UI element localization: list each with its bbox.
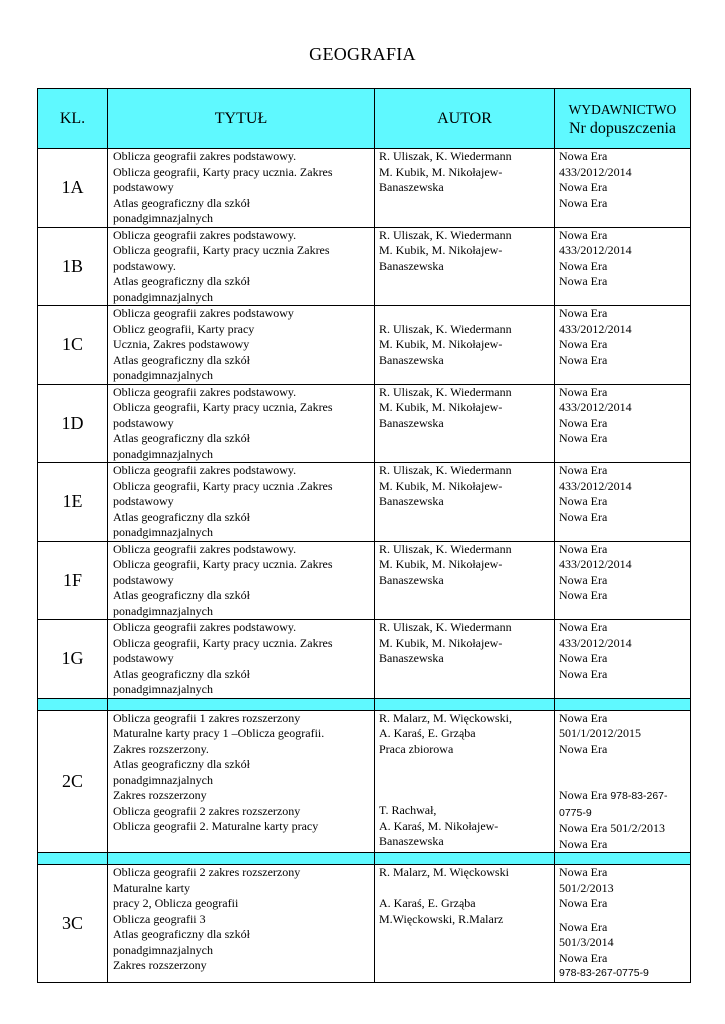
- author-cell: [375, 541, 555, 620]
- header-autor: AUTOR: [375, 89, 555, 149]
- author-cell: [375, 384, 555, 463]
- publisher-line: Nowa Era: [559, 431, 608, 445]
- title-line: podstawowy: [113, 572, 174, 587]
- author-line: M. Kubik, M. Nikołajew-: [379, 557, 503, 571]
- title-cell: [108, 710, 375, 853]
- author-cell: [375, 620, 555, 699]
- publisher-line: Nowa Era: [559, 180, 608, 194]
- separator-cell: [38, 698, 108, 710]
- publisher-cell: [555, 149, 691, 228]
- title-line: Atlas geograficzny dla szkół: [113, 927, 250, 941]
- title-line: Atlas geograficzny dla szkół: [113, 352, 250, 367]
- publisher-line: Nowa Era: [559, 149, 608, 163]
- header-nr-dopuszczenia-label: Nr dopuszczenia: [568, 119, 677, 137]
- author-cell: [375, 149, 555, 228]
- title-line: Oblicza geografii 2 zakres rozszerzony: [113, 803, 301, 818]
- title-line: Oblicza geografii zakres podstawowy.: [113, 541, 297, 556]
- publisher-text: Nowa Era 501/2/2013: [559, 821, 665, 835]
- author-line: R. Uliszak, K. Wiedermann: [379, 321, 512, 336]
- separator-cell: [555, 698, 691, 710]
- publisher-cell: [555, 227, 691, 306]
- publisher-line: Nowa Era: [559, 337, 608, 351]
- publisher-line: Nowa Era: [559, 572, 608, 587]
- publisher-line: 501/1/2012/2015: [559, 726, 642, 740]
- title-line: Atlas geograficzny dla szkół: [113, 666, 250, 681]
- author-line: M. Kubik, M. Nikołajew-: [379, 243, 503, 257]
- title-cell: [108, 306, 375, 385]
- author-line: R. Uliszak, K. Wiedermann: [379, 227, 512, 242]
- publisher-line: Nowa Era: [559, 541, 608, 556]
- publisher-line: Nowa Era: [559, 415, 608, 430]
- publisher-cell: [555, 865, 691, 983]
- isbn-text: 978-83-267-: [610, 790, 668, 802]
- author-line: A. Karaś, E. Grząba: [379, 726, 476, 740]
- class-cell: 1E: [38, 463, 108, 542]
- author-cell: [375, 306, 555, 385]
- title-line: Oblicza geografii, Karty pracy ucznia. Zakres: [113, 557, 333, 571]
- author-line: M. Kubik, M. Nikołajew-: [379, 164, 503, 179]
- separator-cell: [38, 853, 108, 865]
- isbn-text: 978-83-267-0775-9: [559, 967, 649, 979]
- author-cell: [375, 710, 555, 853]
- header-row: [38, 89, 691, 149]
- title-line: ponadgimnazjalnych: [113, 446, 213, 461]
- author-line: A. Karaś, M. Nikołajew-: [379, 818, 499, 833]
- title-line: Oblicza geografii zakres podstawowy.: [113, 620, 297, 634]
- title-line: Oblicza geografii 2. Maturalne karty pracy: [113, 819, 319, 833]
- title-line: Zakres rozszerzony: [113, 958, 207, 972]
- table-row: [38, 710, 691, 853]
- author-line: Banaszewska: [379, 494, 444, 508]
- author-line: [379, 306, 551, 322]
- table-row: [38, 306, 691, 385]
- publisher-line: Nowa Era: [559, 494, 608, 508]
- title-line: Oblicza geografii, Karty pracy ucznia. Zakres: [113, 635, 333, 650]
- title-line: Maturalne karty pracy 1 –Oblicza geografii.: [113, 726, 325, 740]
- title-line: Oblicza geografii zakres podstawowy.: [113, 384, 297, 399]
- publisher-line: 433/2012/2014: [559, 557, 632, 571]
- class-cell: 2C: [38, 710, 108, 853]
- title-line: Oblicza geografii, Karty pracy ucznia. Zakres: [113, 164, 333, 179]
- author-line: Banaszewska: [379, 572, 444, 587]
- publisher-line: Nowa Era: [559, 588, 608, 602]
- publisher-line: 433/2012/2014: [559, 243, 632, 257]
- publisher-line: Nowa Era: [559, 950, 608, 965]
- author-line: T. Rachwał,: [379, 803, 437, 817]
- publisher-line: 501/3/2014: [559, 935, 614, 949]
- title-line: Zakres rozszerzony.: [113, 741, 209, 756]
- author-line: A. Karaś, E. Grząba: [379, 896, 476, 910]
- title-line: Oblicza geografii, Karty pracy ucznia, Zakres: [113, 400, 333, 414]
- title-line: Oblicza geografii 2 zakres rozszerzony: [113, 865, 301, 879]
- title-cell: [108, 149, 375, 228]
- title-line: ponadgimnazjalnych: [113, 368, 213, 382]
- author-line: Banaszewska: [379, 415, 444, 430]
- publisher-line: Nowa Era: [559, 741, 608, 756]
- publisher-text: Nowa Era: [559, 836, 608, 851]
- title-line: Oblicza geografii 1 zakres rozszerzony: [113, 710, 301, 725]
- class-cell: 1C: [38, 306, 108, 385]
- separator-cell: [108, 853, 375, 865]
- title-line: Maturalne karty: [113, 880, 190, 895]
- publisher-line: 433/2012/2014: [559, 321, 632, 336]
- title-line: podstawowy: [113, 415, 174, 430]
- class-cell: 1A: [38, 149, 108, 228]
- author-line: M.Więckowski, R.Malarz: [379, 911, 504, 926]
- spacer: [379, 757, 551, 803]
- page-title: GEOGRAFIA: [309, 44, 416, 64]
- header-kl: KL.: [38, 89, 108, 149]
- title-line: Oblicza geografii, Karty pracy ucznia Zakres: [113, 243, 330, 257]
- publisher-line: Nowa Era: [559, 651, 608, 665]
- author-line: R. Malarz, M. Więckowski,: [379, 710, 512, 725]
- title-line: Oblicza geografii 3: [113, 911, 206, 926]
- author-line: M. Kubik, M. Nikołajew-: [379, 400, 503, 414]
- author-line: R. Uliszak, K. Wiedermann: [379, 463, 512, 477]
- class-cell: 1F: [38, 541, 108, 620]
- publisher-line: Nowa Era: [559, 227, 608, 242]
- title-cell: [108, 865, 375, 983]
- separator-row: [38, 698, 691, 710]
- textbook-table: [37, 88, 691, 983]
- title-line: ponadgimnazjalnych: [113, 772, 213, 787]
- publisher-cell: [555, 710, 691, 853]
- title-line: Zakres rozszerzony: [113, 788, 207, 802]
- author-line: R. Uliszak, K. Wiedermann: [379, 149, 512, 163]
- publisher-line: Nowa Era: [559, 352, 608, 367]
- publisher-text: Nowa Era: [559, 788, 611, 802]
- title-line: Atlas geograficzny dla szkół: [113, 588, 250, 602]
- class-cell: 1B: [38, 227, 108, 306]
- table-row: [38, 865, 691, 983]
- header-wydawnictwo: [555, 89, 691, 149]
- title-line: Oblicz geografii, Karty pracy: [113, 321, 255, 336]
- author-line: R. Uliszak, K. Wiedermann: [379, 541, 512, 556]
- table-row: [38, 384, 691, 463]
- publisher-line: Nowa Era: [559, 306, 608, 320]
- publisher-line: Nowa Era: [559, 896, 608, 910]
- title-line: ponadgimnazjalnych: [113, 603, 213, 618]
- publisher-cell: [555, 463, 691, 542]
- publisher-line: Nowa Era: [559, 195, 608, 210]
- separator-cell: [375, 853, 555, 865]
- author-line: R. Uliszak, K. Wiedermann: [379, 620, 512, 634]
- publisher-line: Nowa Era: [559, 258, 608, 273]
- publisher-cell: [555, 541, 691, 620]
- publisher-line: [559, 805, 687, 822]
- title-line: Atlas geograficzny dla szkół: [113, 509, 250, 524]
- publisher-line: Nowa Era: [559, 463, 608, 477]
- publisher-line: Nowa Era: [559, 666, 608, 681]
- title-line: ponadgimnazjalnych: [113, 289, 213, 304]
- title-line: ponadgimnazjalnych: [113, 525, 213, 539]
- title-line: ponadgimnazjalnych: [113, 682, 213, 696]
- author-cell: [375, 227, 555, 306]
- title-cell: [108, 227, 375, 306]
- table-row: [38, 541, 691, 620]
- title-cell: [108, 620, 375, 699]
- publisher-line: 433/2012/2014: [559, 400, 632, 414]
- title-line: Atlas geograficzny dla szkół: [113, 757, 250, 771]
- separator-row: [38, 853, 691, 865]
- table-row: [38, 227, 691, 306]
- publisher-line: 433/2012/2014: [559, 635, 632, 650]
- title-cell: [108, 384, 375, 463]
- publisher-line: [559, 837, 687, 853]
- author-line: M. Kubik, M. Nikołajew-: [379, 478, 503, 493]
- publisher-line: Nowa Era: [559, 919, 608, 934]
- title-line: Atlas geograficzny dla szkół: [113, 431, 250, 445]
- publisher-line: 501/2/2013: [559, 880, 614, 895]
- separator-cell: [375, 698, 555, 710]
- author-line: Banaszewska: [379, 258, 444, 273]
- table-row: [38, 620, 691, 699]
- author-line: Banaszewska: [379, 180, 444, 194]
- author-line: M. Kubik, M. Nikołajew-: [379, 635, 503, 650]
- table-row: [38, 463, 691, 542]
- publisher-line: [559, 821, 687, 837]
- title-line: ponadgimnazjalnych: [113, 211, 213, 225]
- title-line: Oblicza geografii zakres podstawowy.: [113, 227, 297, 242]
- table-row: [38, 149, 691, 228]
- class-cell: 1G: [38, 620, 108, 699]
- title-line: Atlas geograficzny dla szkół: [113, 274, 250, 288]
- title-line: pracy 2, Oblicza geografii: [113, 896, 239, 910]
- author-line: Banaszewska: [379, 834, 444, 848]
- title-cell: [108, 541, 375, 620]
- publisher-cell: [555, 620, 691, 699]
- publisher-line: Nowa Era: [559, 710, 608, 725]
- title-line: podstawowy.: [113, 258, 176, 273]
- spacer: [559, 912, 687, 920]
- author-line: Praca zbiorowa: [379, 741, 454, 756]
- title-line: podstawowy: [113, 651, 174, 665]
- title-line: Ucznia, Zakres podstawowy: [113, 337, 250, 351]
- author-cell: [375, 865, 555, 983]
- title-line: Oblicza geografii zakres podstawowy: [113, 306, 294, 320]
- publisher-cell: [555, 384, 691, 463]
- publisher-line: 433/2012/2014: [559, 164, 632, 179]
- publisher-line: Nowa Era: [559, 509, 608, 524]
- publisher-line: 433/2012/2014: [559, 478, 632, 493]
- title-line: Oblicza geografii, Karty pracy ucznia .Zakres: [113, 478, 333, 493]
- publisher-line: [559, 788, 687, 805]
- author-line: Banaszewska: [379, 651, 444, 665]
- title-cell: [108, 463, 375, 542]
- publisher-cell: [555, 306, 691, 385]
- author-line: [379, 881, 551, 897]
- title-line: Oblicza geografii zakres podstawowy.: [113, 463, 297, 477]
- publisher-line: Nowa Era: [559, 620, 608, 634]
- author-line: R. Malarz, M. Więckowski: [379, 865, 509, 879]
- title-line: podstawowy: [113, 494, 174, 508]
- class-cell: 1D: [38, 384, 108, 463]
- separator-cell: [108, 698, 375, 710]
- publisher-line: Nowa Era: [559, 274, 608, 288]
- title-line: Oblicza geografii zakres podstawowy.: [113, 149, 297, 163]
- separator-cell: [555, 853, 691, 865]
- header-wydawnictwo-label: WYDAWNICTWO: [568, 101, 677, 117]
- class-cell: 3C: [38, 865, 108, 983]
- author-line: R. Uliszak, K. Wiedermann: [379, 384, 512, 399]
- header-tytul: TYTUŁ: [108, 89, 375, 149]
- publisher-line: Nowa Era: [559, 865, 608, 879]
- author-cell: [375, 463, 555, 542]
- author-line: Banaszewska: [379, 352, 444, 367]
- title-line: podstawowy: [113, 180, 174, 194]
- title-line: ponadgimnazjalnych: [113, 942, 213, 957]
- isbn-text: 0775-9: [559, 806, 592, 819]
- publisher-line: Nowa Era: [559, 384, 608, 399]
- author-line: M. Kubik, M. Nikołajew-: [379, 337, 503, 351]
- spacer: [559, 757, 687, 788]
- title-line: Atlas geograficzny dla szkół: [113, 195, 250, 210]
